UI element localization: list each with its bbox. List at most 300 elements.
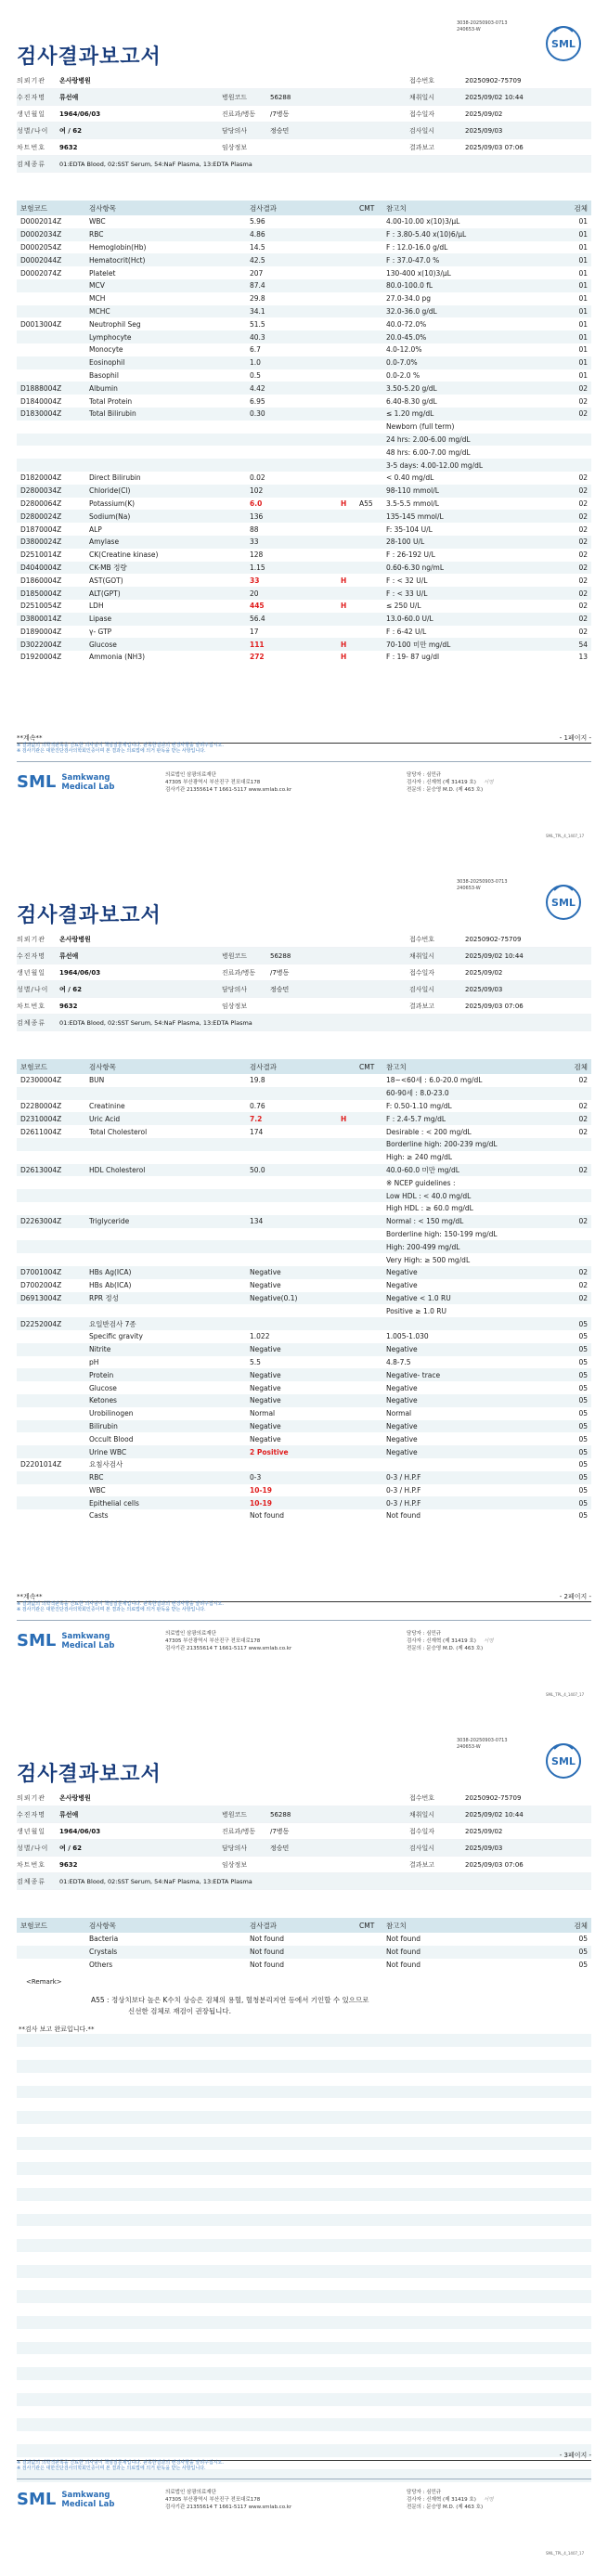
cell-col7: 02 xyxy=(578,524,588,534)
cell-col2: Hematocrit(Hct) xyxy=(89,255,146,265)
remark-label: <Remark> xyxy=(26,1978,62,1987)
cell-col6: Negative xyxy=(386,1421,418,1430)
report-page-3: 3038-20250903-0713 240653-W SML 검사결과보고서 의뢰기관 온사랑병원 접수번호 20250902-75709 수진자명 류선애 병원코드 56288 채취일시 2025/09/02 10:44 생년월일 1964/06/03 진료과/병동 /7병동 접수일자 2025/09/02 성별/나이 여 / 62 담당의사 정승민 검사일시 2025/09/03 차트번호 9632 임상정보 결과보고 2025/09/03 07:06 검체종류 01:EDTA Blood, 02:SST Serum, 54:NaF Plasma, 13:EDTA Plasma 보험코드 검사항목 검사결과 CMT 참고치 검체 Bacteria Not found Not found 05 Crystals Not found Not found 05 Others Not found Not found 05 <Remark> A55 : 정상치보다 높은 K수치 상승은 검체의 용혈, 혈청분리지연 등에서 기인할 수 있으므로 신선한 검체로 재검이 권장됩니다. **검사 보고 완료입니다.** - 3페이지 - ※ 결과값의 의학적판독을 진료한 의사님이 책임질문제입니다. 판독한결과의 변경사항을 알려주십시오. ※ 검사기관은 대한진단검사의학회인증이며 본 결과는 의료법에 의거 판독을 받는 사항입니다. SML Samkwang Medical Lab 의료법인 삼광의료재단 47305 부산광역시 부산진구 전포대로178 검사기관 21355614 T 1661-5117 www.smlab.co.kr 담당자 : 심민규 검사자 : 신재혁 (제 31419 호) 서명 전문의 : 문승영 M.D. (제 463 호) SML_TPL_4_1407_17 xyxy=(0,1717,608,2576)
cell-col1: D1888004Z xyxy=(20,383,62,393)
table-row xyxy=(17,1100,591,1113)
cell-col2: Lymphocyte xyxy=(89,332,132,342)
cell-col3: Not found xyxy=(250,1511,285,1521)
cell-col2: Protein xyxy=(89,1370,114,1379)
cell-col3: Normal xyxy=(250,1409,276,1418)
cell-col2: pH xyxy=(89,1357,99,1366)
cell-col3: Negative xyxy=(250,1421,281,1430)
cell-col6: 3.5-5.5 mmol/L xyxy=(386,498,439,508)
empty-row xyxy=(17,2406,591,2419)
cell-col6: Not found xyxy=(386,1511,421,1521)
empty-row xyxy=(17,2265,591,2278)
doc-code: 3038-20250903-0713 240653-W xyxy=(457,20,508,32)
table-row xyxy=(17,638,591,651)
table-row xyxy=(17,1215,591,1228)
cell-col7: 01 xyxy=(578,370,588,380)
empty-row xyxy=(17,2303,591,2316)
cell-col3: 19.8 xyxy=(250,1076,265,1085)
cell-col6: Desirable : < 200 mg/dL xyxy=(386,1127,472,1136)
cell-col2: Potassium(K) xyxy=(89,498,136,508)
table-row xyxy=(17,266,591,279)
cell-col3: 40.3 xyxy=(250,332,265,342)
cell-col7: 01 xyxy=(578,230,588,239)
cell-col4: H xyxy=(341,1114,347,1123)
cell-col7: 02 xyxy=(578,1217,588,1226)
cell-col1: D0002034Z xyxy=(20,230,62,239)
cell-col7: 02 xyxy=(578,486,588,496)
cell-col6: 0.0-2.0 % xyxy=(386,370,420,380)
cell-col2: Bilirubin xyxy=(89,1421,118,1430)
cell-col1: D0002044Z xyxy=(20,255,62,265)
table-row xyxy=(17,1317,591,1330)
cell-col3: 6.0 xyxy=(250,498,263,508)
empty-row xyxy=(17,2124,591,2137)
cell-col2: Basophil xyxy=(89,370,119,380)
cell-col3: 0.76 xyxy=(250,1101,265,1110)
cell-col7: 05 xyxy=(578,1498,588,1508)
cell-col2: Uric Acid xyxy=(89,1114,121,1123)
table-row xyxy=(17,279,591,292)
table-row xyxy=(17,485,591,498)
table-row xyxy=(17,1074,591,1087)
table-header: 보험코드 검사항목 검사결과 CMT 참고치 검체 xyxy=(17,201,591,215)
cell-col7: 05 xyxy=(578,1460,588,1469)
table-row xyxy=(17,1330,591,1343)
table-row xyxy=(17,1356,591,1369)
cell-col7: 05 xyxy=(578,1396,588,1405)
footer-logo-icon: SML xyxy=(17,1631,57,1650)
cell-col3: 1.15 xyxy=(250,563,265,572)
cell-col7: 01 xyxy=(578,319,588,329)
cell-col1: D2252004Z xyxy=(20,1319,62,1328)
cell-col7: 02 xyxy=(578,383,588,393)
cell-col3: 34.1 xyxy=(250,306,265,316)
cell-col3: 102 xyxy=(250,486,264,496)
table-row xyxy=(17,613,591,626)
table-row xyxy=(17,1432,591,1445)
empty-row xyxy=(17,2431,591,2444)
table-row xyxy=(17,549,591,562)
cell-col6: Not found xyxy=(386,1960,421,1969)
cell-col7: 02 xyxy=(578,511,588,521)
table-row xyxy=(17,1394,591,1407)
cell-col6: 4.8-7.5 xyxy=(386,1357,411,1366)
cell-col6: Negative < 1.0 RU xyxy=(386,1293,451,1302)
cell-col3: Negative xyxy=(250,1345,281,1354)
table-row xyxy=(17,1138,591,1151)
cell-col3: Not found xyxy=(250,1960,285,1969)
cell-col1: D4040004Z xyxy=(20,563,62,572)
cell-col6: Low HDL : < 40.0 mg/dL xyxy=(386,1191,472,1200)
cell-col6: F : 2.4-5.7 mg/dL xyxy=(386,1114,446,1123)
cell-col2: Direct Bilirubin xyxy=(89,473,141,483)
cell-col7: 01 xyxy=(578,306,588,316)
table-row xyxy=(17,459,591,472)
cell-col7: 02 xyxy=(578,473,588,483)
cell-col7: 02 xyxy=(578,1101,588,1110)
table-row xyxy=(17,587,591,600)
cell-col1: D1820004Z xyxy=(20,473,62,483)
cell-col2: Creatinine xyxy=(89,1101,125,1110)
cell-col3: 14.5 xyxy=(250,242,265,252)
cell-col6: F : 26-192 U/L xyxy=(386,550,435,560)
table-row xyxy=(17,472,591,485)
cell-col7: 13 xyxy=(578,653,588,662)
cell-col7: 05 xyxy=(578,1332,588,1341)
cell-col2: LDH xyxy=(89,602,104,611)
table-row xyxy=(17,1496,591,1509)
cell-col6: F : 6-42 U/L xyxy=(386,627,427,636)
cell-col2: RPR 정성 xyxy=(89,1293,119,1302)
cell-col2: Lipase xyxy=(89,615,112,624)
cell-col7: 05 xyxy=(578,1960,588,1969)
patient-info: 의뢰기관 온사랑병원 접수번호 20250902-75709 수진자명 류선애 병원코드 56288 채취일시 2025/09/02 10:44 생년월일 1964/06/03 진료과/병동 /7병동 접수일자 2025/09/02 성별/나이 여 / 62 담당의사 정승민 검사일시 2025/09/03 차트번호 9632 임상정보 결과보고 2025/09/03 07:06 검체종류 01:EDTA Blood, 02:SST Serum, 54:NaF Plasma, 13:EDTA Plasma xyxy=(17,931,591,1031)
table-row xyxy=(17,343,591,356)
cell-col6: Positive ≥ 1.0 RU xyxy=(386,1306,446,1315)
cell-col2: Amylase xyxy=(89,537,120,547)
cell-col3: 33 xyxy=(250,576,260,585)
cell-col6: 0.0-7.0% xyxy=(386,358,418,368)
patient-info: 의뢰기관 온사랑병원 접수번호 20250902-75709 수진자명 류선애 병원코드 56288 채취일시 2025/09/02 10:44 생년월일 1964/06/03 진료과/병동 /7병동 접수일자 2025/09/02 성별/나이 여 / 62 담당의사 정승민 검사일시 2025/09/03 차트번호 9632 임상정보 결과보고 2025/09/03 07:06 검체종류 01:EDTA Blood, 02:SST Serum, 54:NaF Plasma, 13:EDTA Plasma xyxy=(17,72,591,173)
cell-col6: ≤ 250 U/L xyxy=(386,602,421,611)
cell-col3: 29.8 xyxy=(250,294,265,304)
table-row xyxy=(17,498,591,511)
results-table xyxy=(17,1918,591,2482)
cell-col7: 54 xyxy=(578,640,588,649)
cell-col6: 4.0-12.0% xyxy=(386,345,422,355)
cell-col2: Occult Blood xyxy=(89,1434,134,1443)
table-row xyxy=(17,1240,591,1253)
footer: SML Samkwang Medical Lab 의료법인 삼광의료재단 47305 부산광역시 부산진구 전포대로178 검사기관 21355614 T 1661-5117 www.smlab.co.kr 담당자 : 심민규 검사자 : 신재혁 (제 31419 호) 서명 전문의 : 문승영 M.D. (제 463 호) xyxy=(17,761,591,802)
cell-col2: Total Bilirubin xyxy=(89,409,136,419)
cell-col7: 05 xyxy=(578,1409,588,1418)
remark-text: A55 : 정상치보다 높은 K수치 상승은 검체의 용혈, 혈청분리지연 등에서 기인할 수 있으므로 신선한 검체로 재검이 권장됩니다. xyxy=(91,1996,369,2016)
cell-col1: D3800024Z xyxy=(20,537,62,547)
cell-col7: 05 xyxy=(578,1370,588,1379)
cell-col3: 87.4 xyxy=(250,281,265,291)
cell-col6: F : 19- 87 ug/dl xyxy=(386,653,440,662)
table-row xyxy=(17,1933,591,1946)
cell-col1: D2280004Z xyxy=(20,1101,62,1110)
page-title: 검사결과보고서 xyxy=(17,904,162,927)
doc-code: 3038-20250903-0713 240653-W xyxy=(457,879,508,891)
table-row xyxy=(17,1164,591,1177)
empty-row xyxy=(17,2086,591,2099)
empty-row xyxy=(17,2201,591,2214)
cell-col7: 01 xyxy=(578,294,588,304)
cell-col6: 13.0-60.0 U/L xyxy=(386,615,433,624)
cell-col2: Glucose xyxy=(89,1383,117,1392)
cell-col1: D2611004Z xyxy=(20,1127,62,1136)
table-row xyxy=(17,1509,591,1522)
cell-col7: 02 xyxy=(578,1127,588,1136)
cell-col1: D7002004Z xyxy=(20,1281,62,1290)
cell-col1: D1840004Z xyxy=(20,396,62,406)
cell-col7: 02 xyxy=(578,615,588,624)
cell-col6: 135-145 mmol/L xyxy=(386,511,444,521)
cell-col2: Casts xyxy=(89,1511,109,1521)
cell-col3: 0.5 xyxy=(250,370,261,380)
table-row xyxy=(17,1125,591,1138)
cell-col7: 05 xyxy=(578,1434,588,1443)
cell-col6: F : < 32 U/L xyxy=(386,576,428,585)
cell-col6: Normal : < 150 mg/dL xyxy=(386,1217,464,1226)
cell-col3: 20 xyxy=(250,589,259,598)
table-row xyxy=(17,1445,591,1458)
cell-col1: D2263004Z xyxy=(20,1217,62,1226)
cell-col3: 88 xyxy=(250,524,259,534)
cell-col3: 207 xyxy=(250,268,264,278)
cell-col3: 128 xyxy=(250,550,264,560)
cell-col3: 0-3 xyxy=(250,1473,262,1482)
empty-row xyxy=(17,2418,591,2431)
cell-col6: High: ≥ 240 mg/dL xyxy=(386,1153,453,1162)
cell-col7: 02 xyxy=(578,627,588,636)
cell-col2: MCHC xyxy=(89,306,110,316)
empty-row xyxy=(17,2150,591,2163)
cell-col2: Ketones xyxy=(89,1396,117,1405)
cell-col2: Chloride(Cl) xyxy=(89,486,131,496)
cell-col2: Total Cholesterol xyxy=(89,1127,148,1136)
table-row xyxy=(17,434,591,447)
cell-col1: D0013004Z xyxy=(20,319,62,329)
cell-col2: Hemoglobin(Hb) xyxy=(89,242,147,252)
table-row xyxy=(17,446,591,459)
cell-col4: H xyxy=(341,498,347,508)
page-end: **계속** - 1페이지 - xyxy=(17,734,591,742)
cell-col1: D1830004Z xyxy=(20,409,62,419)
cell-col3: 42.5 xyxy=(250,255,265,265)
cell-col7: 05 xyxy=(578,1447,588,1456)
table-row xyxy=(17,574,591,587)
cell-col2: γ- GTP xyxy=(89,627,112,636)
footer-logo-icon: SML xyxy=(17,2490,57,2509)
cell-col2: HDL Cholesterol xyxy=(89,1165,146,1174)
empty-row xyxy=(17,2162,591,2175)
cell-col6: Negative xyxy=(386,1447,418,1456)
cell-col2: Urobilinogen xyxy=(89,1409,134,1418)
cell-col1: D2201014Z xyxy=(20,1460,62,1469)
cell-col6: F : < 33 U/L xyxy=(386,589,428,598)
table-row xyxy=(17,1087,591,1100)
cell-col3: 7.2 xyxy=(250,1114,263,1123)
empty-row xyxy=(17,2111,591,2124)
signature: 서명 xyxy=(483,1638,494,1644)
table-row xyxy=(17,1112,591,1125)
cell-col2: RBC xyxy=(89,1473,104,1482)
report-page-2: 3038-20250903-0713 240653-W SML 검사결과보고서 의뢰기관 온사랑병원 접수번호 20250902-75709 수진자명 류선애 병원코드 56288 채취일시 2025/09/02 10:44 생년월일 1964/06/03 진료과/병동 /7병동 접수일자 2025/09/02 성별/나이 여 / 62 담당의사 정승민 검사일시 2025/09/03 차트번호 9632 임상정보 결과보고 2025/09/03 07:06 검체종류 01:EDTA Blood, 02:SST Serum, 54:NaF Plasma, 13:EDTA Plasma 보험코드 검사항목 검사결과 CMT 참고치 검체 D2300004Z BUN 19.8 18~<60세 : 6.0-20.0 mg/dL 02 60-90세 : 8.0-23.0 D2280004Z Creatinine 0.76 F: 0.50-1.10 mg/dL 02 D2310004Z Uric Acid 7.2 H F : 2.4-5.7 mg/dL 02 D2611004Z Total Cholesterol 174 Desirable : < 200 mg/dL 02 Borderline high: 200-239 mg/dL High: ≥ 240 mg/dL D2613004Z HDL Cholesterol 50.0 40.0-60.0 미만 mg/dL 02 ※ NCEP guidelines : Low HDL : < 40.0 mg/dL High HDL : ≥ 60.0 mg/dL D2263004Z Triglyceride 134 Normal : < 150 mg/dL 02 Borderline high: 150-199 mg/dL High: 200-499 mg/dL Very High: ≥ 500 mg/dL D7001004Z HBs Ag(ICA) Negative Negative 02 D7002004Z HBs Ab(ICA) Negative Negative 02 D6913004Z RPR 정성 Negative(0.1) Negative < 1.0 RU 02 Positive ≥ 1.0 RU D2252004Z 요일반검사 7종 05 Specific gravity 1.022 1.005-1.030 05 Nitrite Negative Negative 05 pH 5.5 4.8-7.5 05 Protein Negative Negative- trace 05 Glucose Negative Negative 05 Ketones Negative Negative 05 Urobilinogen Normal Normal 05 Bilirubin Negative Negative 05 Occult Blood Negative Negative 05 Urine WBC 2 Positive Negative 05 D2201014Z 요침사검사 05 RBC 0-3 0-3 / H.P.F 05 WBC 10-19 0-3 / H.P.F 05 Epithelial cells 10-19 0-3 / H.P.F 05 Casts Not found Not found 05 **계속** - 2페이지 - ※ 결과값의 의학적판독을 진료한 의사님이 책임질문제입니다. 판독한결과의 변경사항을 알려주십시오. ※ 검사기관은 대한진단검사의학회인증이며 본 결과는 의료법에 의거 판독을 받는 사항입니다. SML Samkwang Medical Lab 의료법인 삼광의료재단 47305 부산광역시 부산진구 전포대로178 검사기관 21355614 T 1661-5117 www.smlab.co.kr 담당자 : 심민규 검사자 : 신재혁 (제 31419 호) 서명 전문의 : 문승영 M.D. (제 463 호) SML_TPL_4_1407_17 xyxy=(0,859,608,1717)
empty-row xyxy=(17,2252,591,2265)
cell-col7: 02 xyxy=(578,1281,588,1290)
cell-col4: H xyxy=(341,653,347,662)
cell-col5: A55 xyxy=(359,498,373,508)
table-row xyxy=(17,1381,591,1394)
cell-col6: High: 200-499 mg/dL xyxy=(386,1242,460,1251)
cell-col3: Negative xyxy=(250,1383,281,1392)
cell-col7: 05 xyxy=(578,1473,588,1482)
cell-col3: 5.96 xyxy=(250,217,265,227)
empty-row xyxy=(17,2367,591,2380)
cell-col7: 02 xyxy=(578,1268,588,1277)
cell-col7: 05 xyxy=(578,1511,588,1521)
signature: 서명 xyxy=(483,2496,494,2503)
cell-col1: D1920004Z xyxy=(20,653,62,662)
cell-col1: D6913004Z xyxy=(20,1293,62,1302)
table-row xyxy=(17,1292,591,1305)
cell-col6: F: 0.50-1.10 mg/dL xyxy=(386,1101,452,1110)
cell-col2: Platelet xyxy=(89,268,116,278)
empty-row xyxy=(17,2354,591,2367)
cell-col6: 60-90세 : 8.0-23.0 xyxy=(386,1089,449,1098)
cell-col6: 0-3 / H.P.F xyxy=(386,1485,421,1495)
cell-col2: ALP xyxy=(89,524,102,534)
cell-col1: D1850004Z xyxy=(20,589,62,598)
cell-col1: D2510014Z xyxy=(20,550,62,560)
table-row xyxy=(17,1253,591,1266)
cell-col2: ALT(GPT) xyxy=(89,589,121,598)
cell-col3: 1.022 xyxy=(250,1332,270,1341)
cell-col7: 01 xyxy=(578,281,588,291)
table-row xyxy=(17,1202,591,1215)
cell-col6: 18~<60세 : 6.0-20.0 mg/dL xyxy=(386,1076,483,1085)
cell-col2: HBs Ab(ICA) xyxy=(89,1281,132,1290)
table-row xyxy=(17,215,591,228)
cell-col1: D3800014Z xyxy=(20,615,62,624)
cell-col3: 1.0 xyxy=(250,358,261,368)
cell-col3: Not found xyxy=(250,1935,285,1944)
table-row xyxy=(17,317,591,330)
cell-col6: 40.0-72.0% xyxy=(386,319,427,329)
cell-col6: Negative xyxy=(386,1281,418,1290)
cell-col2: Eosinophil xyxy=(89,358,125,368)
cell-col3: 17 xyxy=(250,627,259,636)
table-row xyxy=(17,1343,591,1356)
report-page-1: 3038-20250903-0713 240653-W SML 검사결과보고서 의뢰기관 온사랑병원 접수번호 20250902-75709 수진자명 류선애 병원코드 56288 채취일시 2025/09/02 10:44 생년월일 1964/06/03 진료과/병동 /7병동 접수일자 2025/09/02 성별/나이 여 / 62 담당의사 정승민 검사일시 2025/09/03 차트번호 9632 임상정보 결과보고 2025/09/03 07:06 검체종류 01:EDTA Blood, 02:SST Serum, 54:NaF Plasma, 13:EDTA Plasma 보험코드 검사항목 검사결과 CMT 참고치 검체 D0002014Z WBC 5.96 4.00-10.00 x(10)3/μL 01 D0002034Z RBC 4.86 F : 3.80-5.40 x(10)6/μL 01 D0002054Z Hemoglobin(Hb) 14.5 F : 12.0-16.0 g/dL 01 D0002044Z Hematocrit(Hct) 42.5 F : 37.0-47.0 % 01 D0002074Z Platelet 207 130-400 x(10)3/μL 01 MCV 87.4 80.0-100.0 fL 01 MCH 29.8 27.0-34.0 pg 01 MCHC 34.1 32.0-36.0 g/dL 01 D0013004Z Neutrophil Seg 51.5 40.0-72.0% 01 Lymphocyte 40.3 20.0-45.0% 01 Monocyte 6.7 4.0-12.0% 01 Eosinophil 1.0 0.0-7.0% 01 Basophil 0.5 0.0-2.0 % 01 D1888004Z Albumin 4.42 3.50-5.20 g/dL 02 D1840004Z Total Protein 6.95 6.40-8.30 g/dL 02 D1830004Z Total Bilirubin 0.30 ≤ 1.20 mg/dL 02 Newborn (full term) 24 hrs: 2.00-6.00 mg/dL 48 hrs: 6.00-7.00 mg/dL 3-5 days: 4.00-12.00 mg/dL D1820004Z Direct Bilirubin 0.02 < 0.40 mg/dL 02 D2800034Z Chloride(Cl) 102 98-110 mmol/L 02 D2800064Z Potassium(K) 6.0 H A55 3.5-5.5 mmol/L 02 D2800024Z Sodium(Na) 136 135-145 mmol/L 02 D1870004Z ALP 88 F: 35-104 U/L 02 D3800024Z Amylase 33 28-100 U/L 02 D2510014Z CK(Creatine kinase) 128 F : 26-192 U/L 02 D4040004Z CK-MB 정량 1.15 0.60-6.30 ng/mL 02 D1860004Z AST(GOT) 33 H F : < 32 U/L 02 D1850004Z ALT(GPT) 20 F : < 33 U/L 02 D2510054Z LDH 445 H ≤ 250 U/L 02 D3800014Z Lipase 56.4 13.0-60.0 U/L 02 D1890004Z γ- GTP 17 F : 6-42 U/L 02 D3022004Z Glucose 111 H 70-100 미만 mg/dL 54 D1920004Z Ammonia (NH3) 272 H F : 19- 87 ug/dl 13 **계속** - 1페이지 - ※ 결과값의 의학적판독을 진료한 의사님이 책임질문제입니다. 판독한결과의 변경사항을 알려주십시오. ※ 검사기관은 대한진단검사의학회인증이며 본 결과는 의료법에 의거 판독을 받는 사항입니다. SML Samkwang Medical Lab 의료법인 삼광의료재단 47305 부산광역시 부산진구 전포대로178 검사기관 21355614 T 1661-5117 www.smlab.co.kr 담당자 : 심민규 검사자 : 신재혁 (제 31419 호) 서명 전문의 : 문승영 M.D. (제 463 호) SML_TPL_4_1407_17 xyxy=(0,0,608,859)
table-row xyxy=(17,1407,591,1420)
cell-col6: < 0.40 mg/dL xyxy=(386,473,434,483)
cell-col3: 10-19 xyxy=(250,1498,272,1508)
cell-col6: Negative xyxy=(386,1396,418,1405)
cell-col1: D2510054Z xyxy=(20,602,62,611)
cell-col7: 02 xyxy=(578,563,588,572)
empty-row xyxy=(17,2316,591,2329)
table-row xyxy=(17,626,591,639)
table-row xyxy=(17,1151,591,1164)
cell-col3: 4.42 xyxy=(250,383,265,393)
footer-logo-icon: SML xyxy=(17,772,57,792)
cell-col3: Negative xyxy=(250,1434,281,1443)
cell-col1: D3022004Z xyxy=(20,640,62,649)
cell-col7: 02 xyxy=(578,409,588,419)
empty-row xyxy=(17,2393,591,2406)
table-header: 보험코드 검사항목 검사결과 CMT 참고치 검체 xyxy=(17,1059,591,1074)
cell-col7: 05 xyxy=(578,1935,588,1944)
cell-col7: 01 xyxy=(578,242,588,252)
footer-note: ※ 결과값의 의학적판독을 진료한 의사님이 책임질문제입니다. 판독한결과의 변경사항을 알려주십시오. ※ 검사기관은 대한진단검사의학회인증이며 본 결과는 의료법에 의거 판독을 받는 사항입니다. xyxy=(17,2460,224,2471)
cell-col7: 02 xyxy=(578,396,588,406)
cell-col7: 05 xyxy=(578,1948,588,1957)
cell-col7: 02 xyxy=(578,537,588,547)
cell-col7: 02 xyxy=(578,1165,588,1174)
cell-col7: 05 xyxy=(578,1345,588,1354)
cell-col2: Urine WBC xyxy=(89,1447,127,1456)
cell-col6: 24 hrs: 2.00-6.00 mg/dL xyxy=(386,434,471,444)
cell-col3: 0.30 xyxy=(250,409,265,419)
cell-col1: D1870004Z xyxy=(20,524,62,534)
cell-col2: WBC xyxy=(89,217,106,227)
cell-col2: 요일반검사 7종 xyxy=(89,1319,136,1328)
cell-col6: Negative- trace xyxy=(386,1370,441,1379)
cell-col2: Albumin xyxy=(89,383,118,393)
table-row xyxy=(17,228,591,241)
cell-col6: Newborn (full term) xyxy=(386,422,455,432)
cell-col7: 05 xyxy=(578,1357,588,1366)
sml-logo-icon: SML xyxy=(546,1743,581,1779)
cell-col6: 0.60-6.30 ng/mL xyxy=(386,563,445,572)
results-table xyxy=(17,201,591,664)
cell-col6: Negative xyxy=(386,1268,418,1277)
table-row xyxy=(17,1959,591,1972)
cell-col7: 02 xyxy=(578,602,588,611)
table-row xyxy=(17,1279,591,1292)
table-row xyxy=(17,356,591,369)
cell-col6: 28-100 U/L xyxy=(386,537,425,547)
cell-col6: F : 12.0-16.0 g/dL xyxy=(386,242,448,252)
footer: SML Samkwang Medical Lab 의료법인 삼광의료재단 47305 부산광역시 부산진구 전포대로178 검사기관 21355614 T 1661-5117 www.smlab.co.kr 담당자 : 심민규 검사자 : 신재혁 (제 31419 호) 서명 전문의 : 문승영 M.D. (제 463 호) xyxy=(17,1620,591,1661)
table-row xyxy=(17,408,591,421)
table-row xyxy=(17,536,591,549)
cell-col2: HBs Ag(ICA) xyxy=(89,1268,132,1277)
cell-col1: D0002074Z xyxy=(20,268,62,278)
table-row xyxy=(17,369,591,382)
footer-note: ※ 결과값의 의학적판독을 진료한 의사님이 책임질문제입니다. 판독한결과의 변경사항을 알려주십시오. ※ 검사기관은 대한진단검사의학회인증이며 본 결과는 의료법에 의거 판독을 받는 사항입니다. xyxy=(17,1601,224,1612)
cell-col1: D2310004Z xyxy=(20,1114,62,1123)
table-header: 보험코드 검사항목 검사결과 CMT 참고치 검체 xyxy=(17,1918,591,1933)
cell-col2: RBC xyxy=(89,230,104,239)
cell-col3: 50.0 xyxy=(250,1165,265,1174)
cell-col7: 02 xyxy=(578,576,588,585)
cell-col6: 98-110 mmol/L xyxy=(386,486,439,496)
cell-col6: 32.0-36.0 g/dL xyxy=(386,306,437,316)
cell-col4: H xyxy=(341,602,347,611)
cell-col1: D2613004Z xyxy=(20,1165,62,1174)
cell-col3: 111 xyxy=(250,640,265,649)
cell-col6: 4.00-10.00 x(10)3/μL xyxy=(386,217,460,227)
cell-col3: 10-19 xyxy=(250,1485,272,1495)
table-row xyxy=(17,1420,591,1433)
cell-col3: 174 xyxy=(250,1127,264,1136)
cell-col4: H xyxy=(341,640,347,649)
empty-row xyxy=(17,2290,591,2303)
table-row xyxy=(17,421,591,434)
table-row xyxy=(17,1458,591,1471)
cell-col1: D2800034Z xyxy=(20,486,62,496)
cell-col6: 0-3 / H.P.F xyxy=(386,1473,421,1482)
empty-row xyxy=(17,2034,591,2047)
cell-col6: Not found xyxy=(386,1935,421,1944)
cell-col6: 0-3 / H.P.F xyxy=(386,1498,421,1508)
table-row xyxy=(17,562,591,575)
page-end: **계속** - 2페이지 - xyxy=(17,1593,591,1600)
empty-row xyxy=(17,2329,591,2342)
table-row xyxy=(17,1228,591,1241)
cell-col3: 445 xyxy=(250,602,265,611)
cell-col6: 3-5 days: 4.00-12.00 mg/dL xyxy=(386,460,484,470)
